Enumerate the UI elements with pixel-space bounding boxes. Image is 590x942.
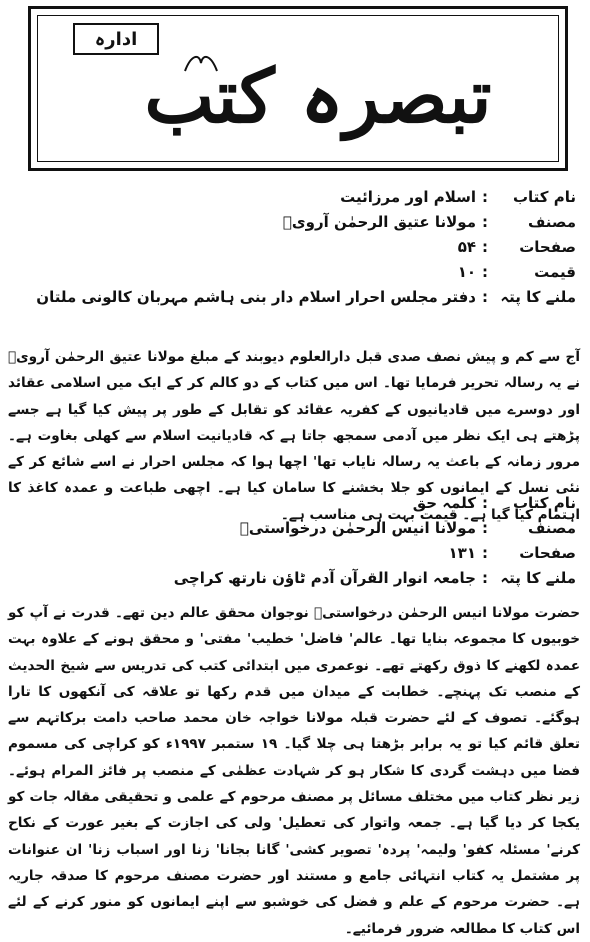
book1-row-pages bbox=[16, 238, 576, 263]
book1-address-value: دفتر مجلس احرار اسلام دار بنی ہاشم مہربان کالونی ملتان bbox=[36, 288, 476, 306]
book1-author-label: مصنف bbox=[527, 213, 576, 231]
book1-address-colon: : bbox=[482, 288, 488, 306]
book2-address-value: جامعہ انوار القرآن آدم ٹاؤن نارتھ کراچی bbox=[173, 569, 476, 587]
book2-row-author bbox=[16, 519, 576, 544]
book2-author-colon: : bbox=[482, 519, 488, 537]
book1-review: آج سے کم و پیش نصف صدی قبل دارالعلوم دیوبند کے مبلغ مولانا عتیق الرحمٰن آرویؒ نے یہ رسالہ تحریر فرمایا تھا۔ اس میں کتاب کے دو کالم کر کے ایک میں اسلامی عقائد اور دوسرے میں قادیانیوں کے کفریہ عقائد کو تقابل کے طور پر پیش کیا گیا ہے جسے پڑھتے ہی ایک نظر میں آدمی سمجھ جاتا ہے کہ قادیانیت اسلام سے کھلی بغاوت ہے۔ مرور زمانہ کے باعث یہ رسالہ نایاب تھا' اچھا ہوا کہ مجلس احرار نے اسے شائع کر کے نئی نسل کے ایمانوں کو جلا بخشنے کا سامان کیا ہے۔ اچھی طباعت و عمدہ کاغذ کا اہتمام کیا گیا ہے۔ قیمت بہت ہی مناسب ہے۔ bbox=[8, 349, 580, 523]
book1-pages-value: ۵۴ bbox=[457, 238, 476, 256]
book1-title-colon: : bbox=[482, 188, 488, 206]
book2-address-label: ملنے کا پتہ bbox=[500, 569, 576, 587]
book2-address-colon: : bbox=[482, 569, 488, 587]
book2-row-title bbox=[16, 494, 576, 519]
book1-title-label: نام کتاب bbox=[512, 188, 576, 206]
book2-title-value: کلمہ حق bbox=[412, 494, 476, 512]
book1-author-value: مولانا عتیق الرحمٰن آرویؒ bbox=[282, 213, 476, 231]
book1-pages-label: صفحات bbox=[519, 238, 576, 256]
book1-details bbox=[16, 188, 576, 313]
masthead-frame bbox=[28, 6, 568, 171]
book1-title-value: اسلام اور مرزائیت bbox=[340, 188, 476, 206]
book2-review: حضرت مولانا انیس الرحمٰن درخواستیؒ نوجوان محقق عالم دین تھے۔ قدرت نے آپ کو خوبیوں کا مجموعہ بنایا تھا۔ عالم' فاضل' خطیب' مفتی' و محقق ہونے کے علاوہ بہت عمدہ لکھنے کا ذوق رکھتے تھے۔ نوعمری میں ابتدائی کتب کی تدریس سے شیخ الحدیث کے منصب تک پہنچے۔ خطابت کے میدان میں قدم رکھا تو علاقہ کی آنکھوں کا تارا ہوگئے۔ تصوف کے لئے حضرت قبلہ مولانا خواجہ خان محمد صاحب دامت برکاتہم سے تعلق قائم کیا تو یہ برابر بڑھتا ہی چلا گیا۔ ۱۹ ستمبر ۱۹۹۷ء کو کراچی کی مسموم فضا میں دہشت گردی کا شکار ہو کر شہادت عظمٰی کے منصب پر فائز المرام ہوئے۔ زیر نظر کتاب میں مختلف مسائل پر مصنف مرحوم کے علمی و تحقیقی مقالہ جات کو یکجا کر دیا گیا ہے۔ جمعہ واتوار کی تعطیل' ولی کی اجازت کے بغیر عورت کے نکاح کرنے' مسئلہ کفو' ولیمہ' پردہ' تصویر کشی' گانا بجانا' زنا اور اسباب زنا' ان عنوانات پر مشتمل یہ کتاب انتہائی جامع و مستند اور حضرت مصنف مرحوم کا صدقہ جاریہ ہے۔ حضرت مرحوم کے علم و فضل کی خوشبو سے اپنے ایمانوں کو منور کرنے کے لئے اس کتاب کا مطالعہ ضرور فرمائیے۔ bbox=[8, 605, 580, 937]
book2-author-value: مولانا انیس الرحمٰن درخواستیؒ bbox=[239, 519, 476, 537]
book1-address-label: ملنے کا پتہ bbox=[500, 288, 576, 306]
book2-title-label: نام کتاب bbox=[512, 494, 576, 512]
book1-price-colon: : bbox=[482, 263, 488, 281]
book1-pages-colon: : bbox=[482, 238, 488, 256]
book1-row-author bbox=[16, 213, 576, 238]
book2-pages-label: صفحات bbox=[519, 544, 576, 562]
book1-row-price bbox=[16, 263, 576, 288]
book2-title-colon: : bbox=[482, 494, 488, 512]
book2-details bbox=[16, 494, 576, 594]
book2-row-address bbox=[16, 569, 576, 594]
section-title: تبصرہ کتب bbox=[144, 54, 492, 140]
book1-price-label: قیمت bbox=[534, 263, 576, 281]
book1-row-address bbox=[16, 288, 576, 313]
book2-pages-colon: : bbox=[482, 544, 488, 562]
book2-pages-value: ۱۳۱ bbox=[448, 544, 476, 562]
book2-row-pages bbox=[16, 544, 576, 569]
book1-author-colon: : bbox=[482, 213, 488, 231]
book1-row-title bbox=[16, 188, 576, 213]
department-label: ادارہ bbox=[73, 23, 159, 55]
book1-price-value: ۱۰ bbox=[457, 263, 476, 281]
book2-author-label: مصنف bbox=[527, 519, 576, 537]
